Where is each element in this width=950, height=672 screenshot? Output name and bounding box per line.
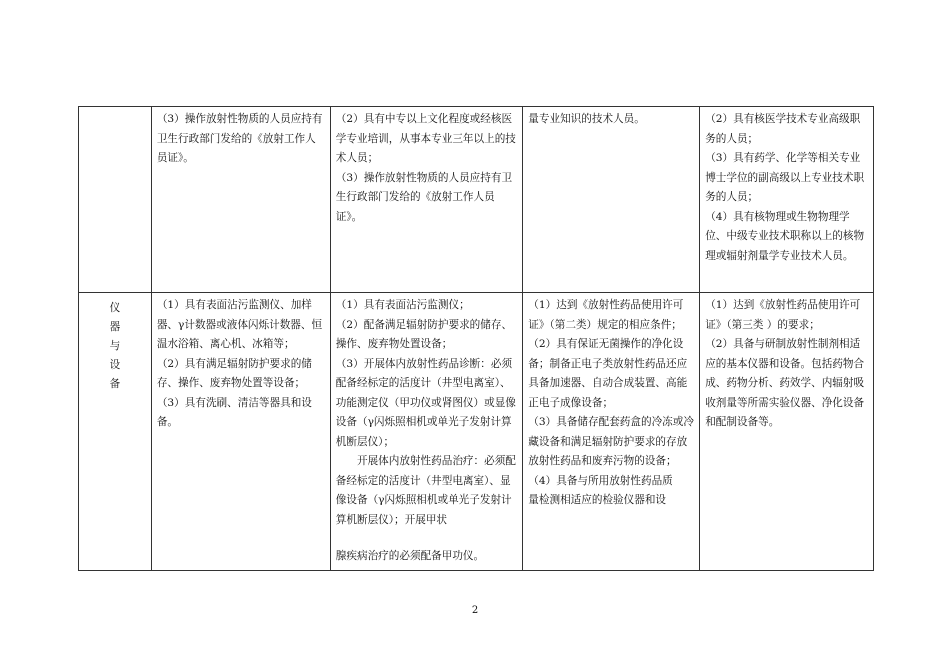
row-label-cell-empty <box>79 107 152 293</box>
table-cell <box>151 107 330 293</box>
requirements-table <box>78 106 874 571</box>
cell-paragraph: （2）配备满足辐射防护要求的储存、操作、废弃物处置设备； <box>335 318 513 350</box>
table-row <box>79 107 874 293</box>
table-cell <box>700 293 874 571</box>
table-cell <box>523 107 700 293</box>
cell-paragraph: （2）具有满足辐射防护要求的储存、操作、废弃物处置等设备； <box>156 357 312 389</box>
cell-paragraph: （1）达到《放射性药品使用许可证》（第二类）规定的相应条件； <box>528 299 684 331</box>
label-char: 器 <box>109 321 121 333</box>
cell-paragraph: 量检测相适应的检验仪器和设 <box>528 494 667 506</box>
page-number: 2 <box>471 605 479 616</box>
cell-paragraph: （3）开展体内放射性药品诊断：必须配备经标定的活度计（井型电离室）、 功能测定仪（甲功仪或肾图仪）或显像设备（γ闪烁照相机或单光子发射计算机断层仪）； <box>335 357 516 448</box>
row-label-equipment <box>79 293 152 571</box>
cell-paragraph: 腺疾病治疗的必须配备甲功仪。 <box>335 550 485 562</box>
cell-paragraph: 量专业知识的技术人员。 <box>528 113 645 125</box>
cell-paragraph: （1）具有表面沾污监测仪； <box>335 299 470 311</box>
cell-paragraph: （2）具有保证无菌操作的净化设备；制备正电子类放射性药品还应具备加速器、自动合成装置、高能正电子成像设备； <box>528 338 688 409</box>
table-cell <box>523 293 700 571</box>
cell-paragraph: （3）具备储存配套药盒的冷冻或冷藏设备和满足辐射防护要求的存放放射性药品和废弃污物的设备； <box>528 416 694 467</box>
cell-paragraph: （4）具备与所用放射性药品质 <box>528 474 673 487</box>
table-cell <box>151 293 330 571</box>
cell-paragraph: 开展体内放射性药品治疗：必须配备经标定的活度计（井型电离室）、显像设备（γ闪烁照相机或单光子发射计算机断层仪）；开展甲状 <box>335 455 516 526</box>
cell-paragraph: （1）具有表面沾污监测仪、加样器、γ计数器或液体闪烁计数器、恒温水浴箱、离心机、冰箱等； <box>156 299 323 350</box>
cell-paragraph: （4）具有核物理或生物物理学位、中级专业技术职称以上的核物理或辐射剂量学专业技术人员。 <box>705 210 865 262</box>
cell-paragraph: （1）达到《放射性药品使用许可证》（第三类 ）的要求； <box>705 299 861 331</box>
cell-paragraph: （3）操作放射性物质的人员应持有卫生行政部门发给的《放射工作人员证》。 <box>156 113 323 164</box>
cell-paragraph: （3）具有药学、化学等相关专业博士学位的副高级以上专业技术职务的人员； <box>705 152 865 203</box>
label-char: 仪 <box>109 302 121 314</box>
label-char: 与 <box>109 340 121 352</box>
label-char: 备 <box>109 378 121 390</box>
cell-paragraph: （3）具有洗刷、清洁等器具和设备。 <box>156 396 312 428</box>
table-cell <box>330 293 523 571</box>
paragraph-gap <box>336 530 518 547</box>
label-char: 设 <box>109 359 121 371</box>
cell-paragraph: （2）具有核医学技术专业高级职务的人员； <box>705 113 861 145</box>
cell-paragraph: （3）操作放射性物质的人员应持有卫生行政部门发给的《放射工作人员证》。 <box>335 171 513 223</box>
cell-paragraph: （2）具备与研制放射性制剂相适应的基本仪器和设备。包括药物合成、药物分析、药效学、内辐射吸收剂量等所需实验仪器、净化设备和配制设备等。 <box>705 338 865 428</box>
table-cell <box>700 107 874 293</box>
table-cell <box>330 107 523 293</box>
cell-paragraph: （2）具有中专以上文化程度或经核医学专业培训，从事本专业三年以上的技术人员； <box>335 113 516 164</box>
table-row <box>79 293 874 571</box>
